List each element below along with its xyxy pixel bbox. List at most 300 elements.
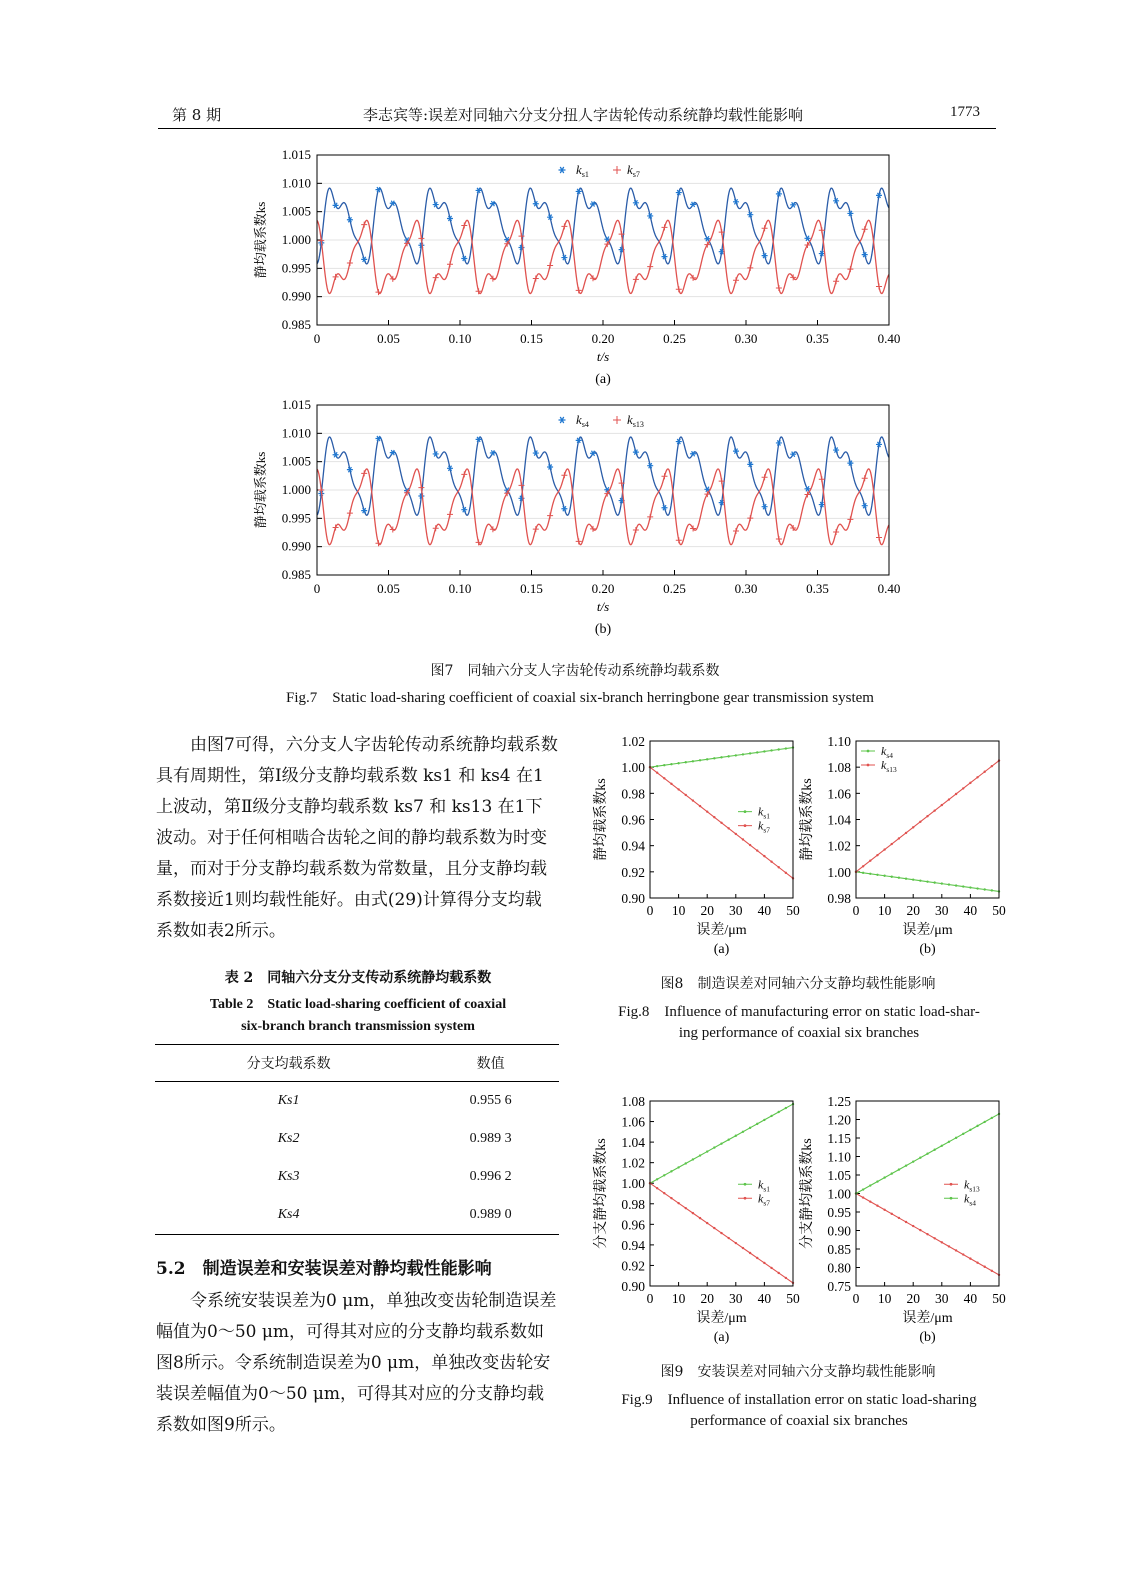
y-tick-label: 0.90 [621, 1279, 645, 1294]
y-tick-label: 1.04 [827, 812, 851, 828]
y-tick-label: 1.08 [621, 1094, 645, 1109]
series-marker-ks7 [656, 772, 658, 774]
series-marker-ks7 [763, 1262, 765, 1264]
y-tick-label: 0.98 [621, 1196, 645, 1212]
plot-frame [650, 1101, 793, 1286]
series-marker-ks13 [883, 848, 885, 850]
x-tick-label: 0.15 [520, 581, 543, 596]
x-tick-label: 0.40 [877, 331, 901, 346]
panel-label: (b) [919, 942, 936, 957]
y-tick-label: 0.75 [827, 1279, 851, 1294]
x-tick-label: 10 [671, 903, 686, 918]
series-marker-ks7 [685, 794, 687, 796]
series-marker-ks13 [955, 793, 957, 795]
series-marker-ks7 [742, 1247, 744, 1249]
series-marker-ks13 [862, 475, 868, 481]
table2-coef: Ks1 [277, 1093, 300, 1108]
series-marker-ks1 [713, 757, 715, 759]
series-marker-ks13 [347, 510, 353, 516]
series-marker-ks7 [749, 1252, 751, 1254]
series-marker-ks4 [876, 874, 878, 876]
series-marker-ks7 [785, 1277, 787, 1279]
fig9-caption-zh: 图9 安装误差对同轴六分支静均载性能影响 [660, 1364, 936, 1380]
series-marker-ks1 [720, 756, 722, 758]
y-tick-label: 0.995 [281, 260, 311, 276]
table-row [155, 1158, 559, 1196]
legend-label-ks13: $k_{s13}$ [964, 1177, 980, 1194]
legend-marker-ks7 [744, 824, 747, 827]
series-marker-ks7 [699, 805, 701, 807]
series-marker-ks7 [447, 261, 453, 267]
x-tick-label: 0.10 [448, 331, 472, 346]
legend-marker-ks7 [744, 1197, 747, 1200]
y-tick-label: 0.990 [281, 288, 311, 304]
y-tick-label: 1.06 [621, 1114, 645, 1130]
series-marker-ks13 [747, 515, 753, 521]
y-tick-label: 1.08 [827, 760, 851, 776]
series-marker-ks13 [447, 511, 453, 517]
series-marker-ks4 [991, 889, 993, 891]
table2-header-coef: 分支均载系数 [155, 1045, 422, 1082]
legend-marker-ks1 [744, 1183, 747, 1186]
series-marker-ks7 [762, 225, 768, 231]
series-marker-ks7 [347, 260, 353, 266]
series-marker-ks13 [962, 1253, 964, 1255]
series-marker-ks4 [969, 886, 971, 888]
series-marker-ks7 [735, 833, 737, 835]
fig8a-chart [592, 728, 808, 964]
legend-marker-ks4 [559, 417, 566, 423]
fig9-caption-en-1: Fig.9 Influence of installation error on static load-sharing [621, 1392, 977, 1408]
series-marker-ks4 [948, 883, 950, 885]
series-marker-ks13 [926, 815, 928, 817]
series-marker-ks13 [576, 538, 582, 544]
x-tick-label: 30 [729, 903, 743, 918]
series-marker-ks13 [461, 471, 467, 477]
series-marker-ks13 [919, 821, 921, 823]
series-marker-ks13 [869, 1200, 871, 1202]
x-tick-label: 40 [963, 1291, 978, 1306]
series-marker-ks7 [670, 1197, 672, 1199]
y-tick-label: 0.90 [827, 1223, 851, 1239]
y-axis-label: 静均载系数ks [253, 201, 268, 279]
series-marker-ks13 [933, 1237, 935, 1239]
x-axis-label: t/s [596, 349, 610, 364]
series-marker-ks13 [962, 787, 964, 789]
series-marker-ks1 [735, 754, 737, 756]
panel-label: (a) [713, 942, 730, 957]
series-marker-ks13 [661, 473, 667, 479]
series-marker-ks13 [933, 809, 935, 811]
series-marker-ks13 [912, 826, 914, 828]
series-marker-ks7 [778, 1272, 780, 1274]
legend-label-ks7: $k_{s7}$ [627, 162, 640, 179]
series-marker-ks13 [533, 526, 539, 532]
table-row [155, 1196, 559, 1235]
series-marker-ks4 [991, 1117, 993, 1119]
section-heading: 5.2 制造误差和安装误差对静均载性能影响 [156, 1259, 492, 1279]
series-marker-ks7 [561, 223, 567, 229]
x-axis-label: 误差/μm [696, 1311, 747, 1326]
series-marker-ks4 [919, 1157, 921, 1159]
series-marker-ks13 [926, 1233, 928, 1235]
legend-label-ks1: $k_{s1}$ [758, 804, 770, 821]
series-marker-ks4 [905, 878, 907, 880]
series-marker-ks1 [778, 1111, 780, 1113]
series-marker-ks1 [677, 762, 679, 764]
series-marker-ks13 [984, 1266, 986, 1268]
series-marker-ks4 [891, 1172, 893, 1174]
series-marker-ks1 [656, 765, 658, 767]
panel-label: (a) [595, 372, 611, 387]
series-marker-ks1 [699, 759, 701, 761]
x-tick-label: 40 [963, 903, 978, 918]
fig9-caption-en-2: performance of coaxial six branches [690, 1413, 908, 1429]
series-marker-ks4 [933, 881, 935, 883]
series-marker-ks7 [706, 1222, 708, 1224]
y-tick-label: 0.85 [827, 1242, 851, 1257]
y-axis-label: 分支静均载系数ks [800, 1138, 815, 1249]
series-marker-ks1 [785, 747, 787, 749]
series-marker-ks4 [390, 450, 396, 455]
legend-label-ks7: $k_{s7}$ [758, 1191, 770, 1208]
series-marker-ks1 [749, 752, 751, 754]
series-marker-ks4 [984, 888, 986, 890]
table2-title-en-2: six-branch branch transmission system [241, 1019, 475, 1034]
series-marker-ks13 [876, 534, 882, 540]
series-marker-ks7 [713, 1227, 715, 1229]
series-marker-ks13 [676, 537, 682, 543]
series-marker-ks13 [361, 470, 367, 476]
x-tick-label: 10 [671, 1291, 686, 1306]
x-tick-label: 0.05 [377, 331, 400, 346]
series-marker-ks1 [663, 764, 665, 766]
x-axis-label: 误差/μm [902, 1311, 953, 1326]
x-tick-label: 0.20 [591, 331, 615, 346]
y-tick-label: 1.02 [621, 1155, 645, 1171]
series-marker-ks4 [976, 1125, 978, 1127]
x-tick-label: 0 [313, 331, 321, 346]
series-marker-ks1 [490, 201, 496, 206]
series-marker-ks7 [756, 1257, 758, 1259]
series-marker-ks13 [891, 1213, 893, 1215]
legend-label-ks4: $k_{s4}$ [576, 412, 589, 429]
series-marker-ks7 [847, 266, 853, 272]
fig8-caption-en-1: Fig.8 Influence of manufacturing error on static load-shar- [618, 1004, 980, 1020]
series-marker-ks7 [833, 278, 839, 284]
series-marker-ks7 [661, 224, 667, 230]
x-tick-label: 0 [313, 581, 321, 596]
series-marker-ks13 [847, 516, 853, 522]
legend-label-ks4: $k_{s4}$ [881, 744, 893, 760]
legend-label-ks1: $k_{s1}$ [576, 162, 589, 179]
series-marker-ks7 [670, 783, 672, 785]
series-marker-ks13 [633, 527, 639, 533]
series-marker-ks13 [862, 1196, 864, 1198]
series-marker-ks4 [862, 872, 864, 874]
series-marker-ks7 [876, 284, 882, 290]
y-tick-label: 0.995 [281, 510, 311, 526]
series-marker-ks13 [976, 776, 978, 778]
series-marker-ks13 [905, 1221, 907, 1223]
series-marker-ks13 [647, 514, 653, 520]
legend-marker-ks13 [867, 764, 870, 767]
series-marker-ks7 [749, 844, 751, 846]
y-tick-label: 1.000 [281, 232, 311, 247]
series-marker-ks1 [770, 749, 772, 751]
series-marker-ks1 [670, 1170, 672, 1172]
x-tick-label: 0.30 [734, 581, 758, 596]
series-marker-ks7 [735, 1242, 737, 1244]
series-marker-ks13 [941, 1241, 943, 1243]
series-marker-ks4 [969, 1129, 971, 1131]
series-marker-ks7 [461, 223, 467, 229]
table-row [155, 1120, 559, 1158]
series-marker-ks13 [919, 1229, 921, 1231]
series-marker-ks13 [955, 1249, 957, 1251]
paragraph-1: 由图7可得，六分支人字齿轮传动系统静均载系数具有周期性，第Ⅰ级分支静均载系数 ks1 和 ks4 在1上波动，第Ⅱ级分支静均载系数 ks7 和 ks13 在1下波动。对于任何相啮合齿轮之间的静均载系数为时变量，而对于分支静均载系数为常数量，且分支静均载系数接近1则均载性能好。由式(29)计算得分支均载系数如表2所示。 [156, 735, 558, 941]
y-tick-label: 0.96 [621, 1217, 645, 1233]
series-marker-ks1 [756, 1123, 758, 1125]
series-marker-ks13 [984, 771, 986, 773]
x-tick-label: 30 [935, 903, 949, 918]
series-marker-ks4 [962, 885, 964, 887]
series-marker-ks7 [720, 822, 722, 824]
x-tick-label: 0 [852, 903, 860, 918]
y-tick-label: 0.92 [621, 864, 645, 880]
series-marker-ks7 [677, 788, 679, 790]
y-tick-label: 1.00 [621, 1176, 645, 1192]
series-marker-ks1 [785, 1107, 787, 1109]
series-marker-ks4 [926, 1153, 928, 1155]
y-tick-label: 0.90 [621, 891, 645, 906]
y-tick-label: 1.00 [827, 864, 851, 880]
series-marker-ks13 [912, 1225, 914, 1227]
series-marker-ks13 [969, 1257, 971, 1259]
series-marker-ks4 [955, 884, 957, 886]
y-tick-label: 1.05 [827, 1168, 851, 1183]
series-marker-ks7 [713, 816, 715, 818]
table2-coef: Ks3 [277, 1169, 300, 1184]
x-tick-label: 50 [786, 1291, 800, 1306]
series-marker-ks1 [706, 1150, 708, 1152]
series-marker-ks4 [976, 887, 978, 889]
y-tick-label: 0.95 [827, 1205, 851, 1220]
series-marker-ks7 [576, 287, 582, 293]
fig7a-chart [240, 145, 920, 393]
series-marker-ks7 [785, 872, 787, 874]
plot-frame [856, 1101, 999, 1286]
legend-label-ks13: $k_{s13}$ [881, 758, 897, 774]
series-marker-ks1 [706, 758, 708, 760]
y-tick-label: 1.005 [281, 453, 311, 469]
x-tick-label: 20 [906, 1291, 920, 1306]
legend-marker-ks7 [613, 166, 621, 174]
series-marker-ks4 [898, 1168, 900, 1170]
series-marker-ks13 [898, 837, 900, 839]
y-tick-label: 0.98 [621, 786, 645, 802]
running-title: 李志宾等:误差对同轴六分支分扭人字齿轮传动系统静均载性能影响 [362, 106, 804, 124]
series-marker-ks4 [876, 1180, 878, 1182]
table2-coef: Ks2 [277, 1131, 300, 1146]
series-marker-ks7 [692, 799, 694, 801]
y-tick-label: 1.02 [827, 838, 851, 854]
y-tick-label: 1.010 [281, 175, 311, 191]
series-marker-ks13 [333, 524, 339, 530]
y-tick-label: 0.92 [621, 1258, 645, 1274]
x-tick-label: 50 [992, 1291, 1006, 1306]
series-marker-ks7 [727, 827, 729, 829]
y-tick-label: 1.000 [281, 482, 311, 497]
series-marker-ks4 [955, 1137, 957, 1139]
x-tick-label: 20 [700, 903, 714, 918]
series-marker-ks13 [876, 1205, 878, 1207]
series-marker-ks4 [926, 880, 928, 882]
series-marker-ks4 [862, 1188, 864, 1190]
series-marker-ks1 [663, 1174, 665, 1176]
fig7b-chart [240, 395, 920, 645]
panel-label: (a) [713, 1330, 730, 1345]
series-marker-ks13 [948, 1245, 950, 1247]
y-tick-label: 1.10 [827, 1149, 851, 1165]
series-marker-ks4 [883, 875, 885, 877]
y-tick-label: 0.985 [281, 317, 311, 332]
series-marker-ks13 [883, 1209, 885, 1211]
page-number: 1773 [950, 104, 980, 120]
series-marker-ks1 [749, 1127, 751, 1129]
series-marker-ks1 [656, 1178, 658, 1180]
header-rule [158, 128, 996, 129]
series-marker-ks7 [361, 222, 367, 228]
x-tick-label: 0 [852, 1291, 860, 1306]
series-marker-ks4 [891, 876, 893, 878]
x-axis-label: 误差/μm [902, 923, 953, 938]
table2 [155, 1044, 559, 1235]
x-tick-label: 10 [877, 1291, 892, 1306]
series-marker-ks13 [905, 832, 907, 834]
series-marker-ks7 [533, 275, 539, 281]
y-tick-label: 1.20 [827, 1112, 851, 1128]
series-marker-ks13 [561, 472, 567, 478]
series-marker-ks7 [692, 1212, 694, 1214]
series-marker-ks1 [677, 1166, 679, 1168]
series-marker-ks4 [898, 877, 900, 879]
series-marker-ks7 [720, 1232, 722, 1234]
x-axis-label: 误差/μm [696, 923, 747, 938]
series-marker-ks7 [656, 1187, 658, 1189]
series-marker-ks7 [633, 276, 639, 282]
legend-marker-ks4 [867, 750, 870, 753]
y-axis-label: 静均载系数ks [800, 778, 815, 861]
series-marker-ks7 [776, 285, 782, 291]
y-tick-label: 1.25 [827, 1094, 851, 1109]
x-tick-label: 20 [906, 903, 920, 918]
y-tick-label: 1.02 [621, 734, 645, 749]
series-marker-ks13 [941, 804, 943, 806]
table2-value: 0.989 3 [469, 1131, 512, 1146]
series-marker-ks7 [756, 849, 758, 851]
series-marker-ks4 [869, 873, 871, 875]
series-marker-ks13 [948, 798, 950, 800]
series-marker-ks1 [727, 1138, 729, 1140]
series-marker-ks4 [933, 1149, 935, 1151]
y-axis-label: 静均载系数ks [594, 778, 609, 861]
series-marker-ks7 [677, 1202, 679, 1204]
series-marker-ks13 [433, 525, 439, 531]
y-tick-label: 0.990 [281, 538, 311, 554]
fig9b-chart [798, 1088, 1014, 1352]
series-marker-ks1 [742, 753, 744, 755]
fig8-caption-zh: 图8 制造误差对同轴六分支静均载性能影响 [660, 976, 936, 992]
series-marker-ks7 [862, 226, 868, 232]
table2-header-value: 数值 [422, 1045, 559, 1082]
series-marker-ks1 [770, 1115, 772, 1117]
series-marker-ks7 [742, 838, 744, 840]
y-tick-label: 0.96 [621, 812, 645, 828]
x-tick-label: 20 [700, 1291, 714, 1306]
x-tick-label: 40 [757, 903, 772, 918]
series-marker-ks7 [375, 289, 381, 295]
series-marker-ks1 [670, 763, 672, 765]
y-axis-label: 分支静均载系数ks [594, 1138, 609, 1249]
series-marker-ks1 [735, 1135, 737, 1137]
series-marker-ks7 [333, 274, 339, 280]
series-marker-ks7 [663, 777, 665, 779]
series-marker-ks7 [770, 860, 772, 862]
fig7-caption-zh: 图7 同轴六分支人字齿轮传动系统静均载系数 [430, 663, 720, 679]
series-marker-ks7 [547, 262, 553, 268]
series-marker-ks13 [862, 865, 864, 867]
series-marker-ks4 [948, 1141, 950, 1143]
series-marker-ks4 [941, 1145, 943, 1147]
series-marker-ks4 [912, 878, 914, 880]
x-tick-label: 50 [786, 903, 800, 918]
series-marker-ks13 [762, 474, 768, 480]
y-tick-label: 0.985 [281, 567, 311, 582]
series-marker-ks7 [778, 866, 780, 868]
series-marker-ks1 [685, 761, 687, 763]
series-marker-ks1 [713, 1146, 715, 1148]
x-tick-label: 0.35 [806, 331, 829, 346]
series-marker-ks1 [720, 1142, 722, 1144]
x-tick-label: 0 [646, 903, 654, 918]
table2-value: 0.996 2 [469, 1169, 512, 1184]
series-marker-ks13 [969, 782, 971, 784]
legend-label-ks13: $k_{s13}$ [627, 412, 644, 429]
x-tick-label: 30 [729, 1291, 743, 1306]
y-tick-label: 1.015 [281, 397, 311, 412]
series-marker-ks13 [869, 860, 871, 862]
legend-marker-ks1 [744, 810, 747, 813]
x-tick-label: 0.20 [591, 581, 615, 596]
x-tick-label: 30 [935, 1291, 949, 1306]
y-tick-label: 0.80 [827, 1260, 851, 1276]
legend-marker-ks13 [613, 416, 621, 424]
table2-coef: Ks4 [155, 1196, 422, 1235]
series-marker-ks1 [685, 1162, 687, 1164]
issue-number: 第 8 期 [172, 106, 222, 124]
legend-label-ks1: $k_{s1}$ [758, 1177, 770, 1194]
x-tick-label: 0.05 [377, 581, 400, 596]
x-tick-label: 0.15 [520, 331, 543, 346]
series-marker-ks1 [763, 750, 765, 752]
series-marker-ks7 [699, 1217, 701, 1219]
series-marker-ks1 [763, 1119, 765, 1121]
y-axis-label: 静均载系数ks [253, 451, 268, 529]
legend-label-ks4: $k_{s4}$ [964, 1191, 976, 1208]
series-marker-ks7 [727, 1237, 729, 1239]
y-tick-label: 1.005 [281, 203, 311, 219]
